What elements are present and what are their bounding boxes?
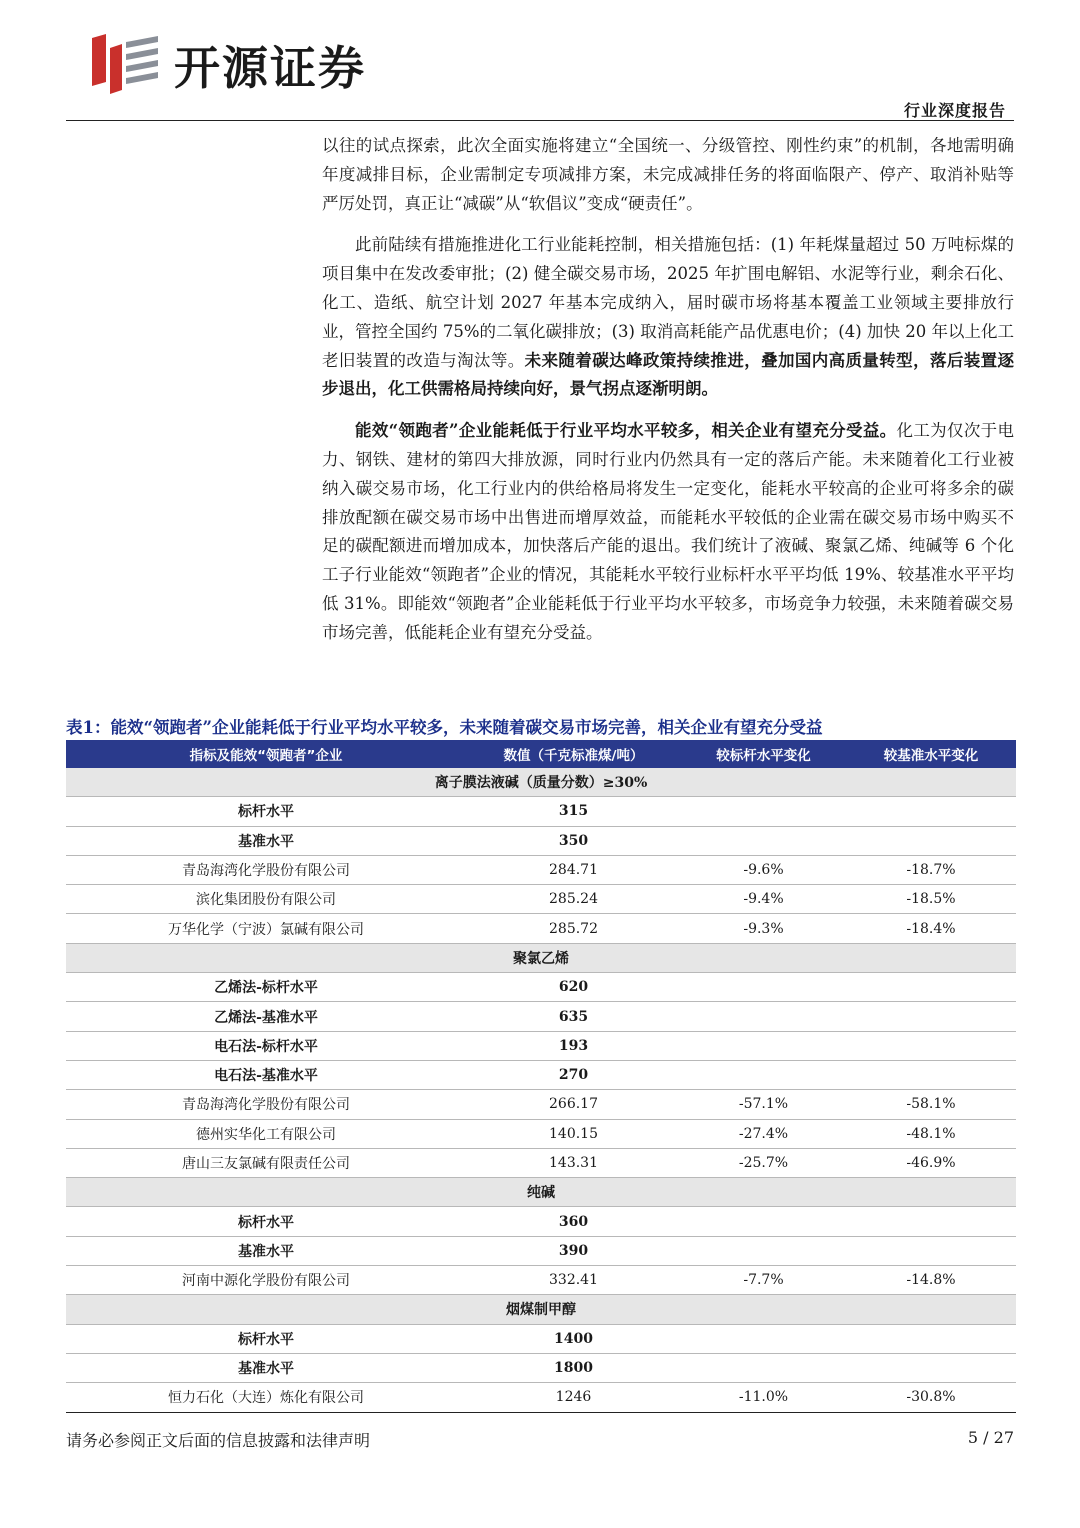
column-header: 指标及能效“领跑者”企业 xyxy=(66,740,466,768)
table-header-row xyxy=(66,740,1016,768)
section-row xyxy=(66,943,1016,972)
section-row xyxy=(66,768,1016,797)
change-vs-base: -48.1% xyxy=(846,1119,1016,1148)
change-vs-base: -58.1% xyxy=(846,1090,1016,1119)
change-vs-benchmark: -9.3% xyxy=(681,914,846,943)
benchmark-label: 基准水平 xyxy=(66,1236,466,1265)
benchmark-value: 390 xyxy=(466,1236,681,1265)
empty-cell xyxy=(846,973,1016,1002)
column-header: 较标杆水平变化 xyxy=(681,740,846,768)
report-type-label: 行业深度报告 xyxy=(903,101,1006,120)
empty-cell xyxy=(681,973,846,1002)
change-vs-benchmark: -57.1% xyxy=(681,1090,846,1119)
brand-logo xyxy=(88,32,366,98)
company-value: 1246 xyxy=(466,1383,681,1412)
company-value: 140.15 xyxy=(466,1119,681,1148)
empty-cell xyxy=(681,1031,846,1060)
body-text xyxy=(322,132,1014,661)
change-vs-benchmark: -9.6% xyxy=(681,855,846,884)
section-name: 离子膜法液碱（质量分数）≥30% xyxy=(66,768,1016,797)
empty-cell xyxy=(846,1031,1016,1060)
benchmark-row xyxy=(66,1324,1016,1353)
benchmark-value: 1400 xyxy=(466,1324,681,1353)
benchmark-row xyxy=(66,1060,1016,1089)
section-name: 烟煤制甲醇 xyxy=(66,1295,1016,1324)
page-number: 5 / 27 xyxy=(967,1428,1014,1447)
paragraph-3 xyxy=(322,417,1014,647)
header-divider xyxy=(66,120,1014,121)
empty-cell xyxy=(681,1002,846,1031)
change-vs-base: -14.8% xyxy=(846,1266,1016,1295)
benchmark-value: 315 xyxy=(466,797,681,826)
column-header: 数值（千克标准煤/吨） xyxy=(466,740,681,768)
company-name: 滨化集团股份有限公司 xyxy=(66,885,466,914)
empty-cell xyxy=(846,826,1016,855)
company-name: 万华化学（宁波）氯碱有限公司 xyxy=(66,914,466,943)
table-body xyxy=(66,768,1016,1412)
empty-cell xyxy=(681,1207,846,1236)
footer-disclaimer: 请务必参阅正文后面的信息披露和法律声明 xyxy=(66,1431,371,1450)
empty-cell xyxy=(846,1353,1016,1382)
empty-cell xyxy=(681,797,846,826)
paragraph-2 xyxy=(322,231,1014,404)
empty-cell xyxy=(681,1353,846,1382)
paragraph-1: 以往的试点探索，此次全面实施将建立“全国统一、分级管控、刚性约束”的机制，各地需明确年度减排目标，企业需制定专项减排方案，未完成减排任务的将面临限产、停产、取消补贴等严厉处罚，真正让“减碳”从“软倡议”变成“硬责任”。 xyxy=(322,136,1014,213)
company-name: 德州实华化工有限公司 xyxy=(66,1119,466,1148)
section-name: 聚氯乙烯 xyxy=(66,943,1016,972)
benchmark-label: 基准水平 xyxy=(66,1353,466,1382)
benchmark-row xyxy=(66,1031,1016,1060)
benchmark-row xyxy=(66,1002,1016,1031)
change-vs-benchmark: -11.0% xyxy=(681,1383,846,1412)
change-vs-benchmark: -27.4% xyxy=(681,1119,846,1148)
benchmark-label: 乙烯法-基准水平 xyxy=(66,1002,466,1031)
change-vs-base: -18.7% xyxy=(846,855,1016,884)
brand-name: 开源证券 xyxy=(174,41,366,95)
change-vs-base: -18.5% xyxy=(846,885,1016,914)
benchmark-label: 电石法-基准水平 xyxy=(66,1060,466,1089)
empty-cell xyxy=(681,1236,846,1265)
company-row xyxy=(66,1266,1016,1295)
benchmark-row xyxy=(66,1353,1016,1382)
company-row xyxy=(66,855,1016,884)
company-value: 332.41 xyxy=(466,1266,681,1295)
company-row xyxy=(66,914,1016,943)
company-name: 青岛海湾化学股份有限公司 xyxy=(66,855,466,884)
section-row xyxy=(66,1295,1016,1324)
empty-cell xyxy=(846,1207,1016,1236)
brand-mark-icon xyxy=(88,34,160,96)
energy-leader-table xyxy=(66,740,1016,1413)
benchmark-row xyxy=(66,797,1016,826)
company-row xyxy=(66,1119,1016,1148)
company-name: 青岛海湾化学股份有限公司 xyxy=(66,1090,466,1119)
benchmark-row xyxy=(66,973,1016,1002)
empty-cell xyxy=(681,1324,846,1353)
empty-cell xyxy=(846,797,1016,826)
benchmark-value: 620 xyxy=(466,973,681,1002)
benchmark-label: 乙烯法-标杆水平 xyxy=(66,973,466,1002)
benchmark-row xyxy=(66,826,1016,855)
company-value: 143.31 xyxy=(466,1148,681,1177)
paragraph-3-emphasis: 能效“领跑者”企业能耗低于行业平均水平较多，相关企业有望充分受益。 xyxy=(355,421,897,441)
change-vs-base: -18.4% xyxy=(846,914,1016,943)
paragraph-2-emphasis: 未来随着碳达峰政策持续推进，叠加国内高质量转型，落后装置逐步退出，化工供需格局持续向好，景气拐点逐渐明朗。 xyxy=(322,350,1015,399)
company-row xyxy=(66,885,1016,914)
company-name: 唐山三友氯碱有限责任公司 xyxy=(66,1148,466,1177)
paragraph-3-text: 化工为仅次于电力、钢铁、建材的第四大排放源，同时行业内仍然具有一定的落后产能。未来随着化工行业被纳入碳交易市场，化工行业内的供给格局将发生一定变化，能耗水平较高的企业可将多余的碳排放配额在碳交易市场中出售进而增厚效益，而能耗水平较低的企业需在碳交易市场中购买不足的碳配额进而增加成本，加快落后产能的退出。我们统计了液碱、聚氯乙烯、纯碱等 6 个化工子行业能效“领跑者”企业的情况，其能耗水平较行业标杆水平平均低 19%、较基准水平平均低 31%。即能效“领跑者”企业能耗低于行业平均水平较多，市场竞争力较强，未来随着碳交易市场完善，低能耗企业有望充分受益。 xyxy=(322,421,1015,642)
change-vs-base: -30.8% xyxy=(846,1383,1016,1412)
paragraph-2-text: 此前陆续有措施推进化工行业能耗控制，相关措施包括：(1) 年耗煤量超过 50 万吨标煤的项目集中在发改委审批；(2) 健全碳交易市场，2025 年扩围电解铝、水泥等行业，剩余石化、化工、造纸、航空计划 2027 年基本完成纳入，届时碳市场将基本覆盖工业领域主要排放行业，管控全国约 75%的二氧化碳排放；(3) 取消高耗能产品优惠电价；(4) 加快 20 年以上化工老旧装置的改造与淘汰等。 xyxy=(322,235,1014,370)
empty-cell xyxy=(846,1060,1016,1089)
benchmark-label: 标杆水平 xyxy=(66,797,466,826)
empty-cell xyxy=(681,1060,846,1089)
change-vs-benchmark: -7.7% xyxy=(681,1266,846,1295)
benchmark-value: 193 xyxy=(466,1031,681,1060)
benchmark-value: 350 xyxy=(466,826,681,855)
company-value: 284.71 xyxy=(466,855,681,884)
empty-cell xyxy=(846,1324,1016,1353)
company-value: 285.72 xyxy=(466,914,681,943)
empty-cell xyxy=(681,826,846,855)
company-name: 恒力石化（大连）炼化有限公司 xyxy=(66,1383,466,1412)
company-row xyxy=(66,1090,1016,1119)
empty-cell xyxy=(846,1002,1016,1031)
table-title: 表1：能效“领跑者”企业能耗低于行业平均水平较多，未来随着碳交易市场完善，相关企业有望充分受益 xyxy=(66,718,823,737)
benchmark-value: 635 xyxy=(466,1002,681,1031)
benchmark-row xyxy=(66,1236,1016,1265)
company-row xyxy=(66,1148,1016,1177)
section-row xyxy=(66,1178,1016,1207)
change-vs-benchmark: -25.7% xyxy=(681,1148,846,1177)
benchmark-label: 标杆水平 xyxy=(66,1207,466,1236)
section-name: 纯碱 xyxy=(66,1178,1016,1207)
empty-cell xyxy=(846,1236,1016,1265)
change-vs-base: -46.9% xyxy=(846,1148,1016,1177)
benchmark-value: 360 xyxy=(466,1207,681,1236)
benchmark-row xyxy=(66,1207,1016,1236)
benchmark-label: 标杆水平 xyxy=(66,1324,466,1353)
company-value: 285.24 xyxy=(466,885,681,914)
company-value: 266.17 xyxy=(466,1090,681,1119)
benchmark-value: 270 xyxy=(466,1060,681,1089)
company-row xyxy=(66,1383,1016,1412)
benchmark-label: 电石法-标杆水平 xyxy=(66,1031,466,1060)
benchmark-value: 1800 xyxy=(466,1353,681,1382)
change-vs-benchmark: -9.4% xyxy=(681,885,846,914)
column-header: 较基准水平变化 xyxy=(846,740,1016,768)
company-name: 河南中源化学股份有限公司 xyxy=(66,1266,466,1295)
benchmark-label: 基准水平 xyxy=(66,826,466,855)
